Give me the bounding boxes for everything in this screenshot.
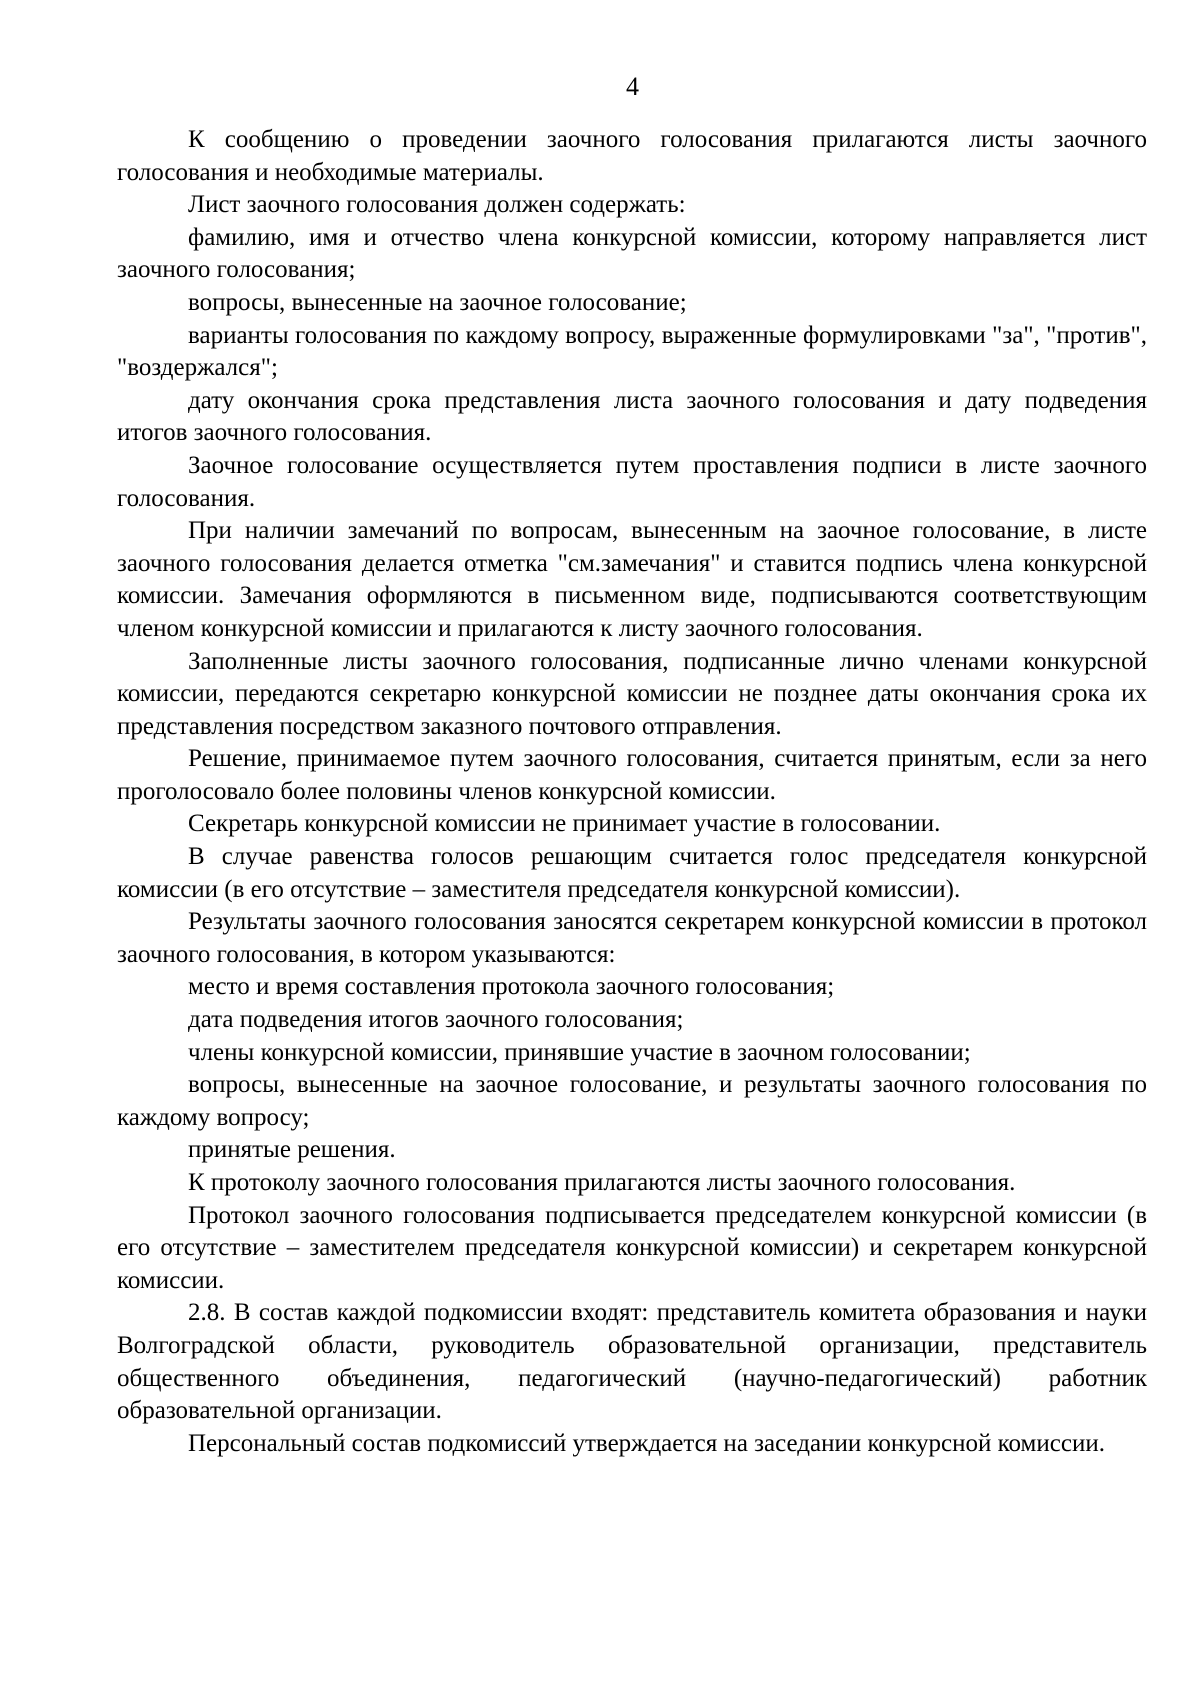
paragraph: К протоколу заочного голосования прилагаются листы заочного голосования. — [188, 1169, 1016, 1196]
paragraph: Секретарь конкурсной комиссии не принимает участие в голосовании. — [188, 810, 941, 838]
paragraph: Заочное голосование осуществляется путем проставления подписи в листе заочного голосования. — [117, 451, 1147, 512]
paragraph: вопросы, вынесенные на заочное голосование; — [188, 288, 687, 316]
paragraph: варианты голосования по каждому вопросу, выраженные формулировками "за", "против", "воздержался"; — [117, 321, 1147, 382]
paragraph: дата подведения итогов заочного голосования; — [188, 1006, 684, 1034]
paragraph: Решение, принимаемое путем заочного голосования, считается принятым, если за него проголосовало более половины членов конкурсной комиссии. — [117, 745, 1147, 805]
paragraph: Протокол заочного голосования подписывается председателем конкурсной комиссии (в его отсутствие – заместителем председателя конкурсной комиссии) и секретарем конкурсной комиссии. — [117, 1201, 1147, 1294]
paragraph: дату окончания срока представления листа заочного голосования и дату подведения итогов заочного голосования. — [117, 386, 1147, 447]
paragraph: члены конкурсной комиссии, принявшие участие в заочном голосовании; — [188, 1038, 971, 1066]
document-body — [117, 124, 1147, 1460]
paragraph: Персональный состав подкомиссий утверждается на заседании конкурсной комиссии. — [188, 1429, 1105, 1457]
paragraph: 2.8. В состав каждой подкомиссии входят: представитель комитета образования и науки Волгоградской области, руководитель образовательной организации, представитель общественного объединения, педагогический (научно-педагогический) работник образовательной организации. — [117, 1299, 1147, 1425]
paragraph: принятые решения. — [188, 1136, 396, 1164]
paragraph: В случае равенства голосов решающим считается голос председателя конкурсной комиссии (в его отсутствие – заместителя председателя конкурсной комиссии). — [117, 843, 1147, 903]
paragraph: Результаты заочного голосования заносятся секретарем конкурсной комиссии в протокол заочного голосования, в котором указываются: — [117, 908, 1147, 968]
paragraph: фамилию, имя и отчество члена конкурсной комиссии, которому направляется лист заочного голосования; — [117, 223, 1147, 284]
paragraph: При наличии замечаний по вопросам, вынесенным на заочное голосование, в листе заочного голосования делается отметка "см.замечания" и ставится подпись члена конкурсной комиссии. Замечания оформляются в письменном виде, подписываются соответствующим членом конкурсной комиссии и прилагаются к листу заочного голосования. — [117, 517, 1147, 642]
paragraph: вопросы, вынесенные на заочное голосование, и результаты заочного голосования по каждому вопросу; — [117, 1071, 1147, 1131]
paragraph: Заполненные листы заочного голосования, подписанные лично членами конкурсной комиссии, передаются секретарю конкурсной комиссии не позднее даты окончания срока их представления посредством заказного почтового отправления. — [117, 647, 1147, 740]
paragraph: Лист заочного голосования должен содержать: — [188, 191, 686, 219]
page-number: 4 — [626, 72, 639, 101]
paragraph: место и время составления протокола заочного голосования; — [188, 973, 835, 1001]
paragraph: К сообщению о проведении заочного голосования прилагаются листы заочного голосования и необходимые материалы. — [117, 126, 1147, 186]
